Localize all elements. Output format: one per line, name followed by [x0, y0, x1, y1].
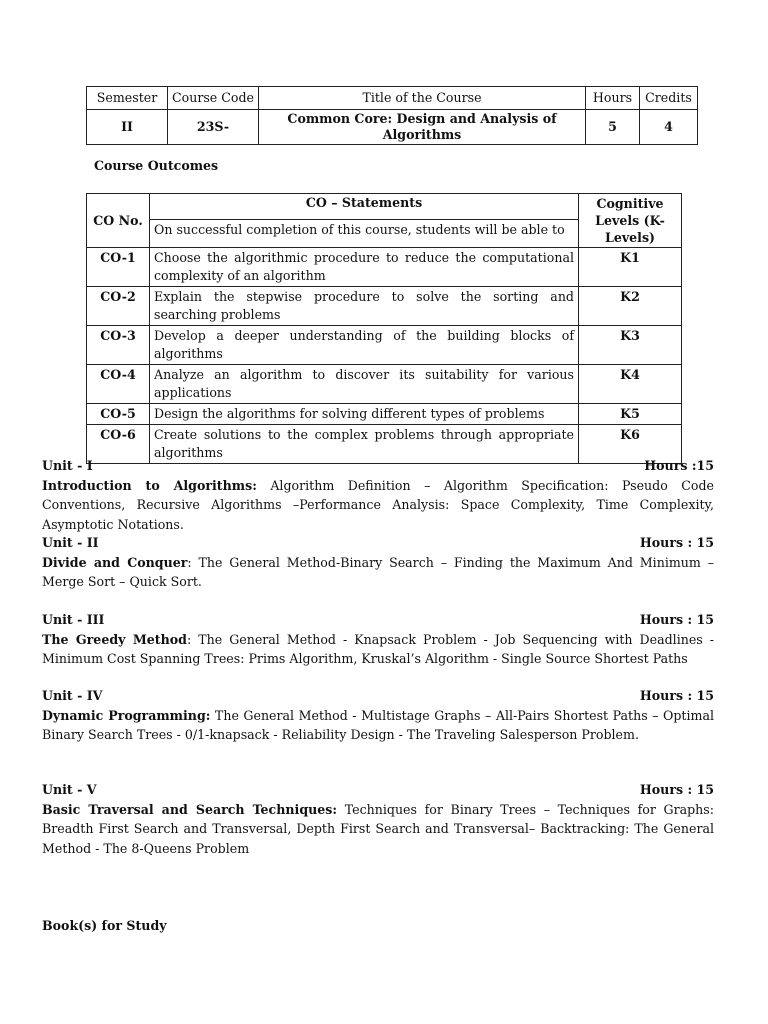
unit-section — [42, 686, 714, 745]
co-k-level: K3 — [579, 326, 682, 365]
credits-value: 4 — [640, 110, 698, 145]
co-no-header: CO No. — [87, 194, 150, 248]
unit-topic: Introduction to Algorithms: — [42, 477, 257, 493]
books-heading: Book(s) for Study — [42, 918, 167, 933]
co-statement: Choose the algorithmic procedure to reduce the computational complexity of an algorithm — [150, 248, 579, 287]
unit-topic: Divide and Conquer — [42, 554, 188, 570]
unit-content: : The General Method-Binary Search – Finding the Maximum And Minimum – Merge Sort – Quick Sort. — [42, 554, 714, 589]
statements-subheader: On successful completion of this course, students will be able to — [150, 219, 579, 247]
co-row — [87, 287, 682, 326]
unit-content: Techniques for Binary Trees – Techniques for Graphs: Breadth First Search and Transversal, Depth First Search and Transversal– Backtracking: The General Method - The 8-Queens Problem — [42, 801, 714, 856]
co-number: CO-2 — [87, 287, 150, 326]
unit-title: Unit - III — [42, 612, 105, 627]
unit-topic: Dynamic Programming: — [42, 707, 211, 723]
semester-value: II — [87, 110, 168, 145]
course-outcomes-table — [86, 193, 682, 464]
unit-content: Algorithm Definition – Algorithm Specification: Pseudo Code Conventions, Recursive Algorithms –Performance Analysis: Space Complexity, Time Complexity, Asymptotic Notations. — [42, 477, 714, 532]
co-number: CO-4 — [87, 365, 150, 404]
co-statement: Design the algorithms for solving different types of problems — [150, 404, 579, 425]
header-semester: Semester — [87, 87, 168, 110]
header-credits: Credits — [640, 87, 698, 110]
klevel-header: Cognitive Levels (K-Levels) — [579, 194, 682, 248]
co-statement: Develop a deeper understanding of the building blocks of algorithms — [150, 326, 579, 365]
co-row — [87, 365, 682, 404]
unit-section — [42, 780, 714, 858]
course-info-table — [86, 86, 698, 145]
unit-title: Unit - V — [42, 782, 97, 797]
statements-header: CO – Statements — [150, 194, 579, 220]
hours-value: 5 — [586, 110, 640, 145]
unit-section — [42, 610, 714, 669]
co-statement: Create solutions to the complex problems through appropriate algorithms — [150, 425, 579, 464]
co-statement: Explain the stepwise procedure to solve the sorting and searching problems — [150, 287, 579, 326]
course-outcomes-heading: Course Outcomes — [94, 158, 219, 173]
co-k-level: K6 — [579, 425, 682, 464]
unit-content: : The General Method - Knapsack Problem - Job Sequencing with Deadlines - Minimum Cost Spanning Trees: Prims Algorithm, Kruskal’s Algorithm - Single Source Shortest Paths — [42, 631, 715, 666]
header-hours: Hours — [586, 87, 640, 110]
unit-content: The General Method - Multistage Graphs – All-Pairs Shortest Paths – Optimal Binary Search Trees - 0/1-knapsack - Reliability Design - The Traveling Salesperson Problem. — [42, 707, 714, 742]
co-number: CO-3 — [87, 326, 150, 365]
unit-topic: Basic Traversal and Search Techniques: — [42, 801, 338, 817]
course-code-value: 23S- — [168, 110, 259, 145]
unit-title: Unit - IV — [42, 688, 103, 703]
co-row — [87, 248, 682, 287]
unit-section — [42, 456, 714, 534]
header-title: Title of the Course — [259, 87, 586, 110]
unit-hours: Hours : 15 — [639, 535, 714, 550]
unit-title: Unit - I — [42, 458, 93, 473]
unit-hours: Hours : 15 — [639, 782, 714, 797]
co-number: CO-6 — [87, 425, 150, 464]
co-row — [87, 326, 682, 365]
co-number: CO-5 — [87, 404, 150, 425]
co-row — [87, 404, 682, 425]
unit-section — [42, 533, 714, 592]
header-course-code: Course Code — [168, 87, 259, 110]
unit-hours: Hours :15 — [644, 458, 714, 473]
unit-hours: Hours : 15 — [639, 612, 714, 627]
co-k-level: K2 — [579, 287, 682, 326]
co-k-level: K5 — [579, 404, 682, 425]
unit-hours: Hours : 15 — [639, 688, 714, 703]
unit-title: Unit - II — [42, 535, 99, 550]
co-k-level: K4 — [579, 365, 682, 404]
unit-topic: The Greedy Method — [42, 631, 187, 647]
co-statement: Analyze an algorithm to discover its suitability for various applications — [150, 365, 579, 404]
co-k-level: K1 — [579, 248, 682, 287]
co-number: CO-1 — [87, 248, 150, 287]
course-title-value: Common Core: Design and Analysis of Algorithms — [259, 110, 586, 145]
